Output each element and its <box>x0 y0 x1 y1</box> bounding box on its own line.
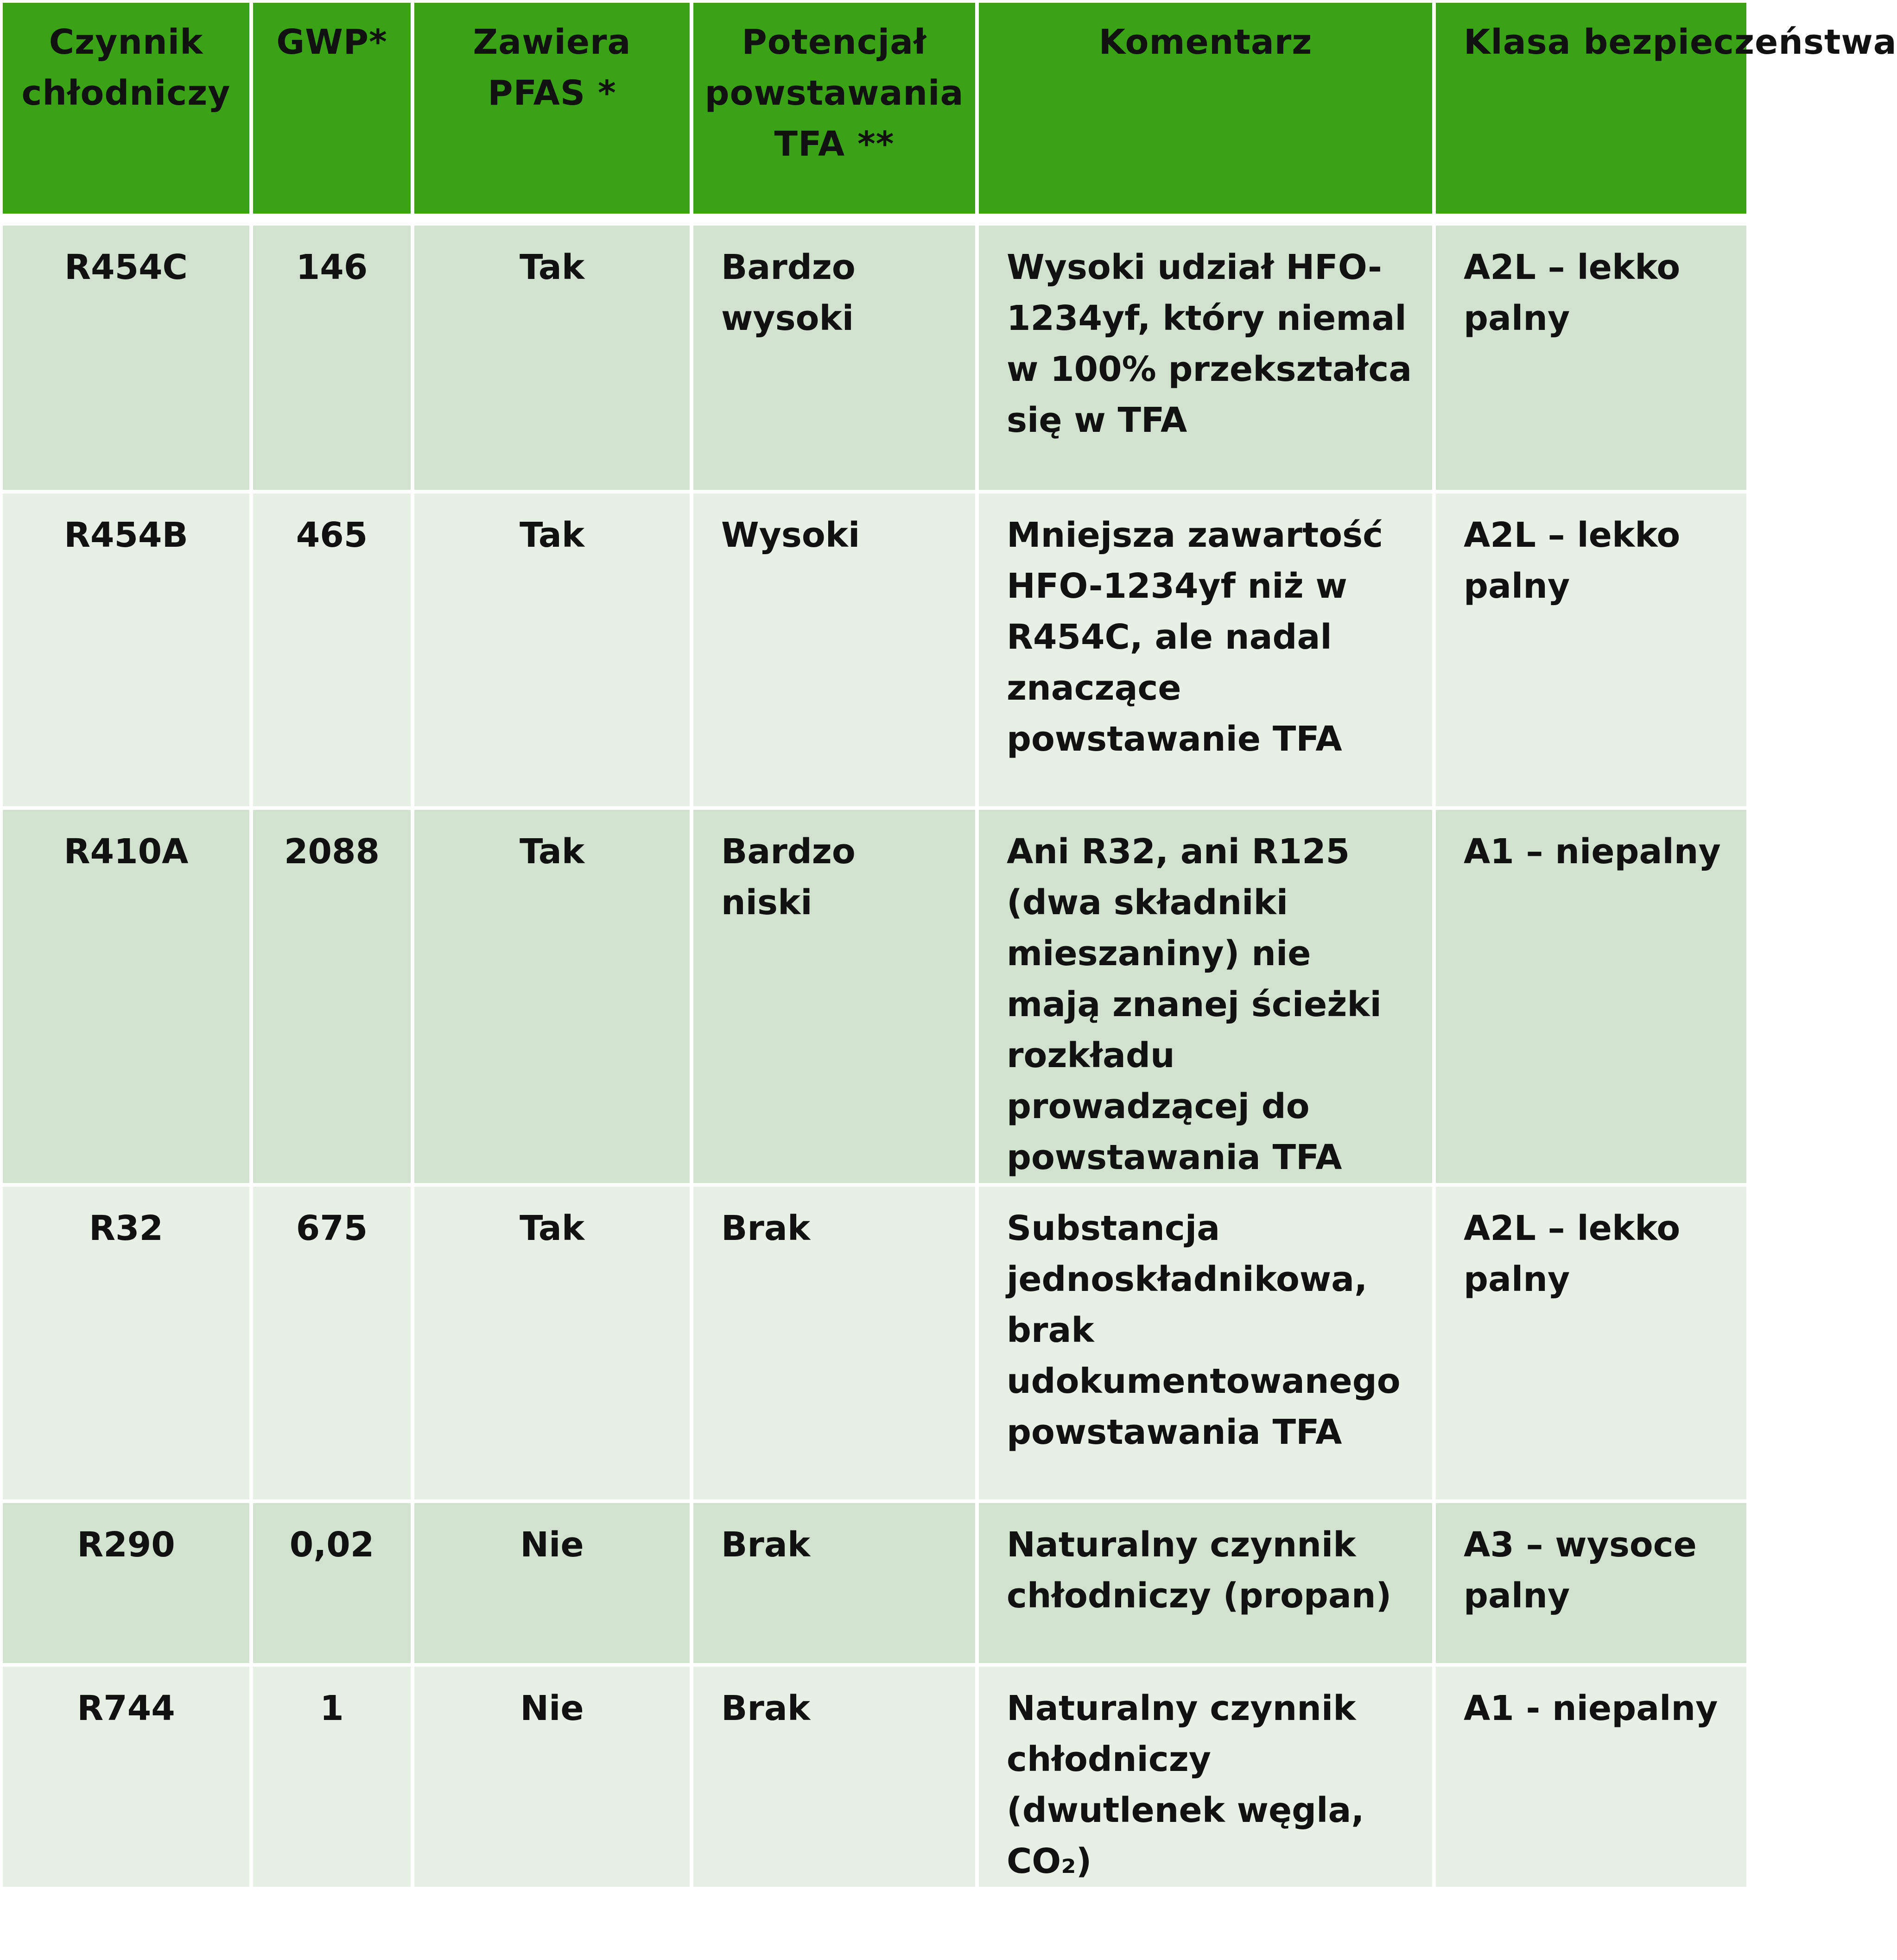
header-refrigerant: Czynnik chłodniczy <box>3 3 249 214</box>
cell-comment: Wysoki udział HFO-1234yf, który niemal w 100% przekształca się w TFA <box>979 226 1432 490</box>
cell-safety-class: A2L – lekko palny <box>1436 493 1746 806</box>
cell-pfas: Nie <box>414 1667 690 1887</box>
header-spacer <box>3 217 1746 222</box>
cell-comment: Mniejsza zawartość HFO-1234yf niż w R454C, ale nadal znaczące powstawanie TFA <box>979 493 1432 806</box>
cell-comment: Naturalny czynnik chłodniczy (propan) <box>979 1503 1432 1663</box>
header-tfa-potential: Potencjał powstawania TFA ** <box>693 3 975 214</box>
table-row <box>3 810 1746 1183</box>
cell-tfa-potential: Bardzo niski <box>693 810 975 1183</box>
cell-safety-class: A3 – wysoce palny <box>1436 1503 1746 1663</box>
cell-gwp: 0,02 <box>253 1503 411 1663</box>
cell-pfas: Nie <box>414 1503 690 1663</box>
cell-tfa-potential: Bardzo wysoki <box>693 226 975 490</box>
cell-pfas: Tak <box>414 810 690 1183</box>
cell-gwp: 1 <box>253 1667 411 1887</box>
cell-comment: Substancja jednoskładnikowa, brak udokumentowanego powstawania TFA <box>979 1187 1432 1499</box>
cell-tfa-potential: Brak <box>693 1503 975 1663</box>
cell-gwp: 675 <box>253 1187 411 1499</box>
cell-refrigerant: R454C <box>3 226 249 490</box>
cell-pfas: Tak <box>414 1187 690 1499</box>
cell-safety-class: A1 - niepalny <box>1436 1667 1746 1887</box>
cell-refrigerant: R454B <box>3 493 249 806</box>
table-row <box>3 493 1746 806</box>
cell-refrigerant: R410A <box>3 810 249 1183</box>
cell-comment: Ani R32, ani R125 (dwa składniki mieszaniny) nie mają znanej ścieżki rozkładu prowadzącej do powstawania TFA <box>979 810 1432 1183</box>
cell-refrigerant: R32 <box>3 1187 249 1499</box>
table-header <box>3 3 1897 222</box>
cell-gwp: 2088 <box>253 810 411 1183</box>
cell-refrigerant: R290 <box>3 1503 249 1663</box>
cell-safety-class: A1 – niepalny <box>1436 810 1746 1183</box>
table-row <box>3 1667 1746 1887</box>
header-pfas: Zawiera PFAS * <box>414 3 690 214</box>
header-comment: Komentarz <box>979 3 1432 214</box>
header-gwp: GWP* <box>253 3 411 214</box>
cell-safety-class: A2L – lekko palny <box>1436 1187 1746 1499</box>
header-safety-class: Klasa bezpieczeństwa <box>1436 3 1746 214</box>
cell-gwp: 146 <box>253 226 411 490</box>
table-row <box>3 1503 1746 1663</box>
table-row <box>3 226 1746 490</box>
cell-pfas: Tak <box>414 226 690 490</box>
cell-comment: Naturalny czynnik chłodniczy (dwutlenek węgla, CO₂) <box>979 1667 1432 1887</box>
table-body <box>3 226 1746 1887</box>
header-row <box>3 3 1746 214</box>
cell-tfa-potential: Brak <box>693 1187 975 1499</box>
cell-pfas: Tak <box>414 493 690 806</box>
table-row <box>3 1187 1746 1499</box>
cell-safety-class: A2L – lekko palny <box>1436 226 1746 490</box>
cell-tfa-potential: Brak <box>693 1667 975 1887</box>
cell-gwp: 465 <box>253 493 411 806</box>
cell-refrigerant: R744 <box>3 1667 249 1887</box>
cell-tfa-potential: Wysoki <box>693 493 975 806</box>
